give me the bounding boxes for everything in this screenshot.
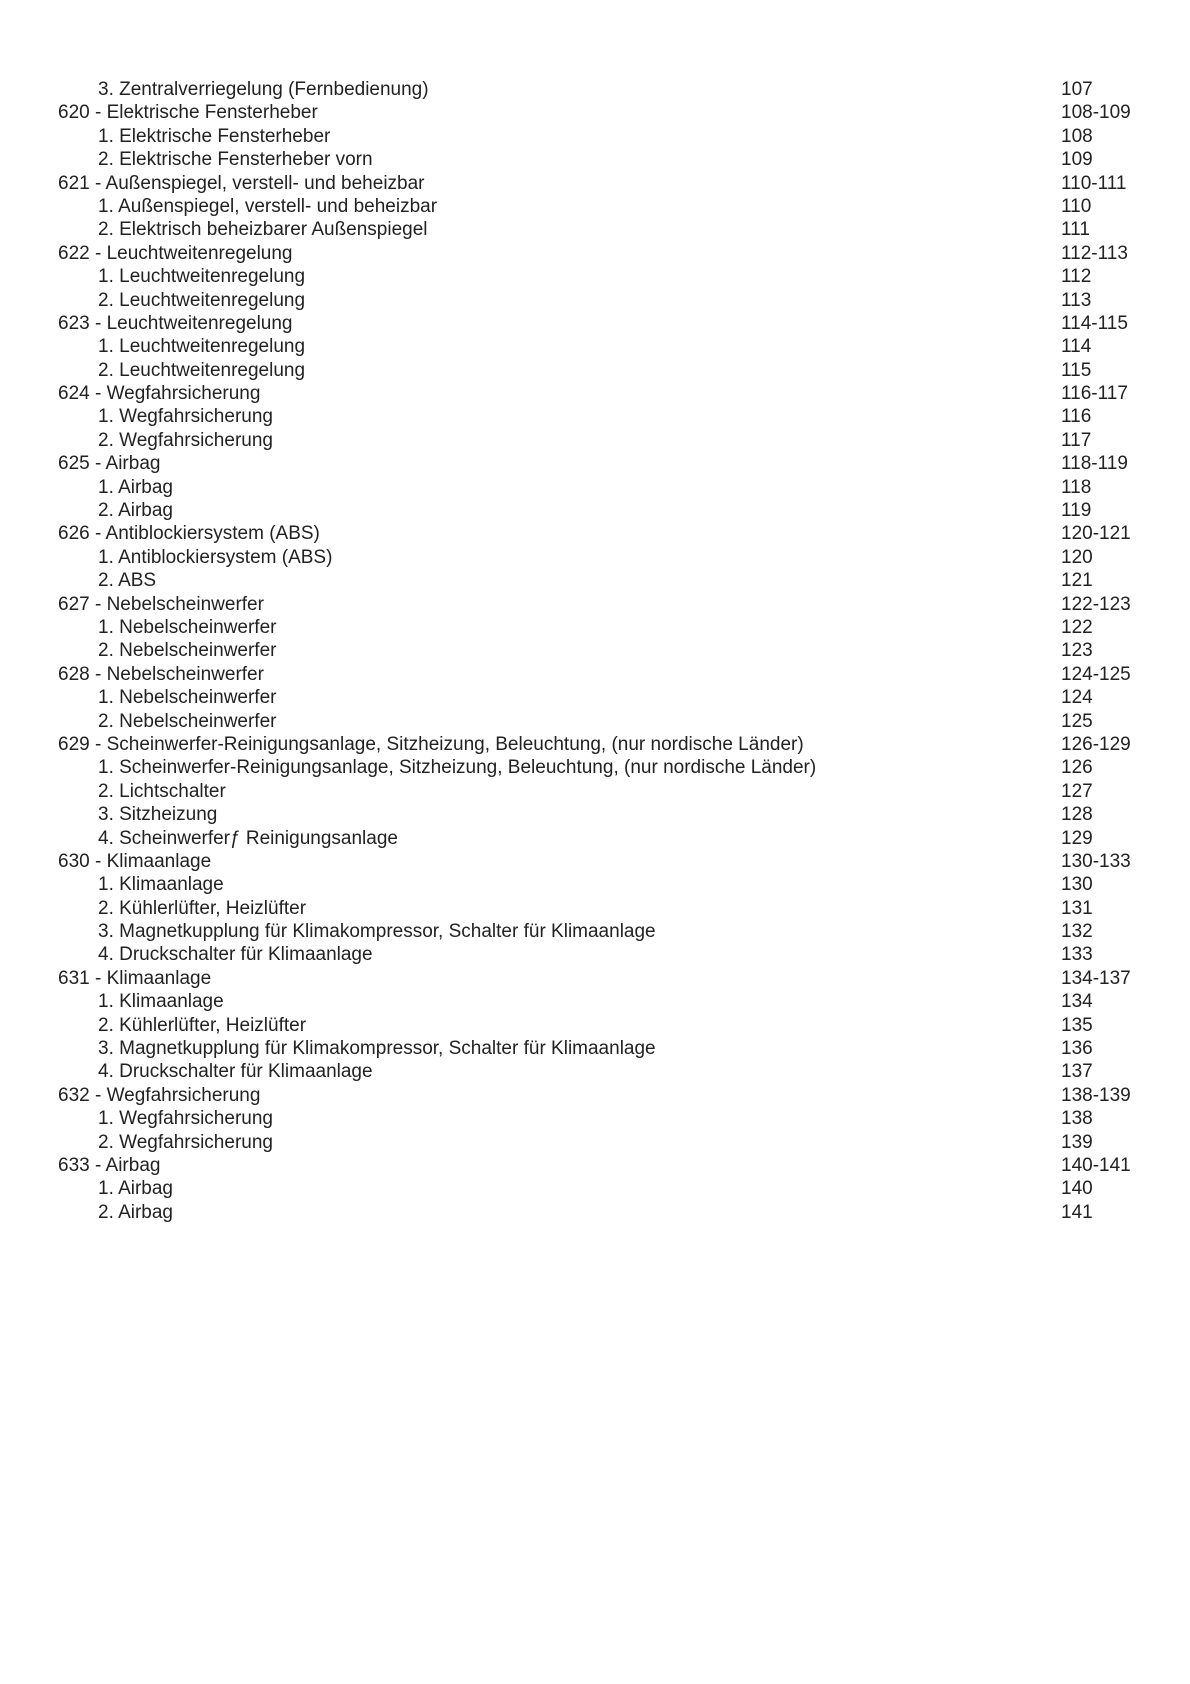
toc-entry-pages: 134-137 (1061, 967, 1131, 989)
toc-entry-pages: 122-123 (1061, 593, 1131, 615)
toc-section-row (0, 663, 1190, 686)
toc-entry-title: 3. Sitzheizung (98, 804, 218, 826)
toc-subsection-row (0, 873, 1190, 896)
toc-subsection-row (0, 686, 1190, 709)
toc-entry-title: 3. Magnetkupplung für Klimakompressor, Schalter für Klimaanlage (98, 921, 656, 943)
toc-entry-title: 626 - Antiblockiersystem (ABS) (58, 523, 320, 545)
toc-entry-pages: 113 (1061, 289, 1092, 311)
toc-subsection-row (0, 546, 1190, 569)
toc-subsection-row (0, 827, 1190, 850)
toc-entry-pages: 116 (1061, 406, 1092, 428)
toc-entry-pages: 128 (1061, 804, 1093, 826)
toc-subsection-row (0, 756, 1190, 779)
toc-subsection-row (0, 78, 1190, 101)
toc-entry-title: 1. Klimaanlage (98, 991, 224, 1013)
toc-subsection-row (0, 920, 1190, 943)
toc-subsection-row (0, 335, 1190, 358)
toc-entry-pages: 120-121 (1061, 523, 1131, 545)
toc-subsection-row (0, 780, 1190, 803)
toc-entry-pages: 140 (1061, 1178, 1093, 1200)
toc-entry-title: 1. Elektrische Fensterheber (98, 125, 331, 147)
toc-entry-pages: 131 (1061, 897, 1093, 919)
toc-entry-title: 1. Airbag (98, 1178, 173, 1200)
toc-subsection-row (0, 476, 1190, 499)
toc-entry-pages: 118 (1061, 476, 1092, 498)
toc-entry-pages: 126-129 (1061, 733, 1131, 755)
toc-entry-title: 1. Leuchtweitenregelung (98, 266, 306, 288)
toc-subsection-row (0, 429, 1190, 452)
toc-subsection-row (0, 289, 1190, 312)
toc-entry-pages: 132 (1061, 921, 1093, 943)
toc-entry-pages: 136 (1061, 1038, 1093, 1060)
toc-section-row (0, 967, 1190, 990)
toc-entry-title: 1. Wegfahrsicherung (98, 1108, 273, 1130)
toc-entry-pages: 139 (1061, 1131, 1093, 1153)
toc-subsection-row (0, 265, 1190, 288)
toc-entry-pages: 109 (1061, 149, 1093, 171)
toc-entry-title: 2. Airbag (98, 1201, 173, 1223)
toc-entry-pages: 118-119 (1061, 453, 1128, 475)
toc-entry-pages: 130-133 (1061, 850, 1131, 872)
toc-entry-pages: 134 (1061, 991, 1093, 1013)
toc-entry-pages: 130 (1061, 874, 1093, 896)
toc-section-row (0, 452, 1190, 475)
toc-entry-pages: 135 (1061, 1014, 1093, 1036)
toc-section-row (0, 382, 1190, 405)
toc-entry-pages: 114 (1061, 336, 1092, 358)
toc-entry-title: 1. Airbag (98, 476, 173, 498)
toc-entry-pages: 121 (1061, 570, 1093, 592)
toc-entry-title: 4. Druckschalter für Klimaanlage (98, 944, 373, 966)
toc-section-row (0, 242, 1190, 265)
toc-entry-title: 2. Kühlerlüfter, Heizlüfter (98, 1014, 307, 1036)
toc-entry-title: 3. Magnetkupplung für Klimakompressor, Schalter für Klimaanlage (98, 1038, 656, 1060)
toc-entry-title: 627 - Nebelscheinwerfer (58, 593, 264, 615)
toc-entry-title: 633 - Airbag (58, 1154, 161, 1176)
toc-entry-title: 629 - Scheinwerfer-Reinigungsanlage, Sitzheizung, Beleuchtung, (nur nordische Länder) (58, 733, 804, 755)
toc-entry-pages: 112 (1061, 266, 1092, 288)
toc-entry-title: 1. Leuchtweitenregelung (98, 336, 306, 358)
toc-subsection-row (0, 359, 1190, 382)
toc-entry-pages: 124-125 (1061, 663, 1131, 685)
toc-subsection-row (0, 405, 1190, 428)
toc-section-row (0, 312, 1190, 335)
toc-entry-title: 2. Lichtschalter (98, 780, 226, 802)
toc-entry-pages: 115 (1061, 359, 1092, 381)
toc-subsection-row (0, 218, 1190, 241)
toc-entry-pages: 112-113 (1061, 242, 1128, 264)
toc-subsection-row (0, 639, 1190, 662)
toc-subsection-row (0, 990, 1190, 1013)
toc-section-row (0, 593, 1190, 616)
toc-subsection-row (0, 616, 1190, 639)
toc-subsection-row (0, 943, 1190, 966)
toc-subsection-row (0, 499, 1190, 522)
toc-entry-pages: 129 (1061, 827, 1093, 849)
toc-section-row (0, 1154, 1190, 1177)
toc-section-row (0, 1084, 1190, 1107)
toc-subsection-row (0, 1014, 1190, 1037)
toc-entry-title: 1. Scheinwerfer-Reinigungsanlage, Sitzheizung, Beleuchtung, (nur nordische Länder) (98, 757, 817, 779)
toc-section-row (0, 172, 1190, 195)
toc-subsection-row (0, 569, 1190, 592)
toc-subsection-row (0, 1060, 1190, 1083)
toc-entry-title: 2. Airbag (98, 500, 173, 522)
toc-entry-title: 2. ABS (98, 570, 157, 592)
toc-entry-title: 624 - Wegfahrsicherung (58, 383, 261, 405)
toc-subsection-row (0, 1107, 1190, 1130)
table-of-contents (0, 78, 1190, 1224)
toc-subsection-row (0, 1037, 1190, 1060)
toc-section-row (0, 101, 1190, 124)
toc-entry-title: 621 - Außenspiegel, verstell- und beheizbar (58, 172, 425, 194)
toc-entry-pages: 126 (1061, 757, 1093, 779)
toc-entry-pages: 117 (1061, 429, 1092, 451)
toc-entry-title: 630 - Klimaanlage (58, 850, 212, 872)
toc-entry-pages: 111 (1061, 219, 1090, 241)
toc-entry-pages: 138 (1061, 1108, 1093, 1130)
toc-entry-title: 1. Wegfahrsicherung (98, 406, 273, 428)
toc-entry-pages: 110-111 (1061, 172, 1127, 194)
toc-entry-title: 2. Wegfahrsicherung (98, 1131, 273, 1153)
toc-entry-title: 2. Kühlerlüfter, Heizlüfter (98, 897, 307, 919)
toc-entry-pages: 114-115 (1061, 312, 1128, 334)
toc-entry-pages: 141 (1061, 1201, 1093, 1223)
toc-entry-title: 623 - Leuchtweitenregelung (58, 312, 293, 334)
toc-entry-title: 4. Druckschalter für Klimaanlage (98, 1061, 373, 1083)
toc-subsection-row (0, 125, 1190, 148)
toc-entry-pages: 120 (1061, 546, 1093, 568)
toc-entry-title: 625 - Airbag (58, 453, 161, 475)
toc-entry-pages: 140-141 (1061, 1154, 1131, 1176)
toc-entry-title: 2. Nebelscheinwerfer (98, 710, 277, 732)
toc-entry-pages: 116-117 (1061, 383, 1128, 405)
toc-entry-title: 2. Elektrische Fensterheber vorn (98, 149, 373, 171)
toc-subsection-row (0, 897, 1190, 920)
toc-entry-title: 1. Nebelscheinwerfer (98, 616, 277, 638)
toc-subsection-row (0, 1131, 1190, 1154)
toc-entry-title: 622 - Leuchtweitenregelung (58, 242, 293, 264)
toc-entry-title: 2. Wegfahrsicherung (98, 429, 273, 451)
toc-subsection-row (0, 148, 1190, 171)
toc-section-row (0, 850, 1190, 873)
toc-entry-pages: 133 (1061, 944, 1093, 966)
toc-entry-title: 1. Außenspiegel, verstell- und beheizbar (98, 195, 438, 217)
toc-entry-title: 1. Nebelscheinwerfer (98, 687, 277, 709)
toc-entry-pages: 138-139 (1061, 1084, 1131, 1106)
toc-entry-title: 2. Leuchtweitenregelung (98, 359, 306, 381)
toc-entry-pages: 108-109 (1061, 102, 1131, 124)
toc-entry-pages: 127 (1061, 780, 1093, 802)
toc-entry-pages: 137 (1061, 1061, 1093, 1083)
toc-entry-title: 4. Scheinwerferƒ Reinigungsanlage (98, 827, 398, 849)
toc-entry-title: 620 - Elektrische Fensterheber (58, 102, 318, 124)
toc-entry-pages: 123 (1061, 640, 1093, 662)
toc-entry-pages: 107 (1061, 79, 1093, 100)
toc-entry-title: 628 - Nebelscheinwerfer (58, 663, 264, 685)
toc-subsection-row (0, 710, 1190, 733)
toc-subsection-row (0, 1177, 1190, 1200)
toc-entry-title: 631 - Klimaanlage (58, 967, 212, 989)
toc-subsection-row (0, 803, 1190, 826)
toc-entry-pages: 108 (1061, 125, 1093, 147)
toc-entry-title: 3. Zentralverriegelung (Fernbedienung) (98, 79, 429, 100)
toc-entry-title: 2. Elektrisch beheizbarer Außenspiegel (98, 219, 428, 241)
toc-entry-pages: 122 (1061, 616, 1093, 638)
toc-subsection-row (0, 195, 1190, 218)
toc-entry-title: 632 - Wegfahrsicherung (58, 1084, 261, 1106)
toc-entry-title: 2. Leuchtweitenregelung (98, 289, 306, 311)
toc-subsection-row (0, 1201, 1190, 1224)
toc-section-row (0, 733, 1190, 756)
toc-entry-pages: 119 (1061, 500, 1092, 522)
toc-entry-title: 2. Nebelscheinwerfer (98, 640, 277, 662)
toc-entry-pages: 124 (1061, 687, 1093, 709)
toc-entry-pages: 125 (1061, 710, 1093, 732)
toc-section-row (0, 522, 1190, 545)
toc-entry-pages: 110 (1061, 195, 1092, 217)
toc-entry-title: 1. Klimaanlage (98, 874, 224, 896)
toc-entry-title: 1. Antiblockiersystem (ABS) (98, 546, 333, 568)
